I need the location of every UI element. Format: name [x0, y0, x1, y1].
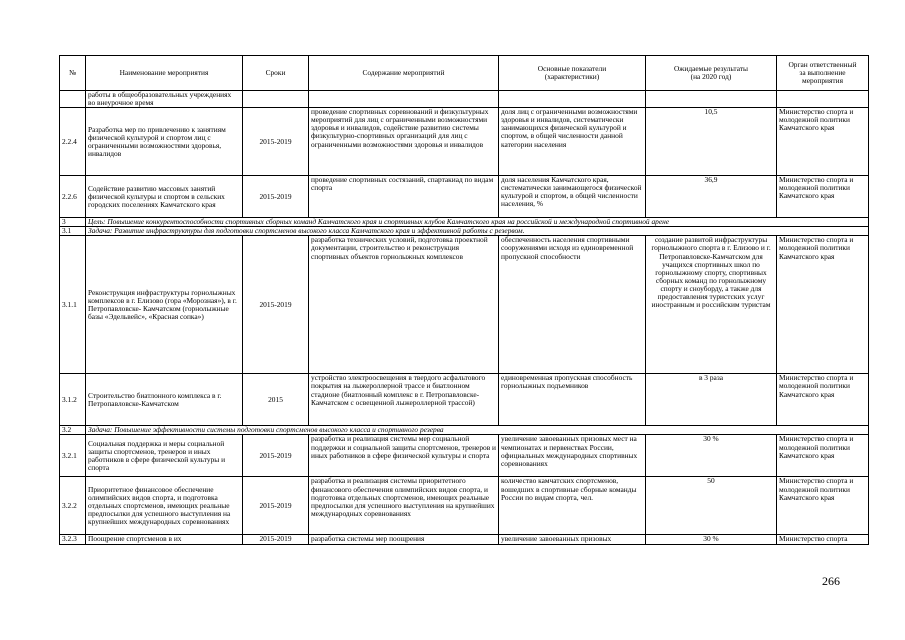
cell-number: 3.1.1 [60, 236, 86, 374]
cell-responsible-body: Министерство спорта и молодежной политики Камчатского края [777, 108, 869, 176]
cell-expected-result: 30 % [646, 535, 777, 545]
cell-content: разработка технических условий, подготовка проектной документации, строительство и реконструкция спортивных объектов горнолыжных комплексов [309, 236, 499, 374]
cell-terms [243, 91, 309, 108]
cell-terms: 2015-2019 [243, 176, 309, 218]
cell-measure-name: Поощрение спортсменов в их [86, 535, 243, 545]
cell-indicators: увеличение завоеванных призовых [499, 535, 646, 545]
table-row [60, 477, 869, 535]
section-row [60, 426, 869, 435]
header-number: № [60, 56, 86, 91]
cell-responsible-body: Министерство спорта и молодежной политики Камчатского края [777, 435, 869, 477]
section-row [60, 227, 869, 236]
section-row [60, 218, 869, 227]
cell-content: разработка и реализация системы мер социальной поддержки и социальной защиты спортсменов, тренеров и иных работников в сфере физической культуры и спорта [309, 435, 499, 477]
cell-measure-name: Реконструкция инфраструктуры горнолыжных комплексов в г. Елизово (гора «Морозная»), в г. Петропавловске- Камчатском (горнолыжные базы «Эдельвейс», «Красная сопка») [86, 236, 243, 374]
cell-expected-result: создание развитой инфраструктуры горнолыжного спорта в г. Елизово и г. Петропавловске-Камчатском для учащихся спортивных школ по горнолыжному спорту, спортивных сборных команд по горнолыжному спорту и сноуборду, а также для предоставления туристских услуг иностранным и российским туристам [646, 236, 777, 374]
cell-terms: 2015-2019 [243, 535, 309, 545]
table-row [60, 435, 869, 477]
cell-content: проведение спортивных состязаний, спартакиад по видам спорта [309, 176, 499, 218]
cell-number: 3.2.1 [60, 435, 86, 477]
cell-terms: 2015-2019 [243, 108, 309, 176]
cell-expected-result: в 3 раза [646, 374, 777, 426]
section-number: 3.2 [60, 426, 86, 435]
cell-expected-result: 36,9 [646, 176, 777, 218]
cell-terms: 2015-2019 [243, 477, 309, 535]
table-header-row [60, 56, 869, 91]
cell-measure-name: Разработка мер по привлечению к занятиям физической культурой и спортом лиц с ограниченными возможностями здоровья, инвалидов [86, 108, 243, 176]
cell-content [309, 91, 499, 108]
cell-indicators [499, 91, 646, 108]
cell-indicators: единовременная пропускная способность горнолыжных подъемников [499, 374, 646, 426]
table-row [60, 535, 869, 545]
cell-number: 3.2.3 [60, 535, 86, 545]
cell-indicators: доля населения Камчатского края, систематически занимающегося физической культурой и спортом, в общей численности населения, % [499, 176, 646, 218]
table-row [60, 236, 869, 374]
cell-measure-name: Приоритетное финансовое обеспечение олимпийских видов спорта, и подготовка отдельных спортсменов, имеющих реальные предпосылки для успешного выступления на крупнейших международных соревнованиях [86, 477, 243, 535]
header-expected-results: Ожидаемые результаты (на 2020 год) [646, 56, 777, 91]
cell-measure-name: Содействие развитию массовых занятий физической культуры и спортом в сельских городских поселениях Камчатского края [86, 176, 243, 218]
table-row [60, 374, 869, 426]
header-content: Содержание мероприятий [309, 56, 499, 91]
cell-number: 3.2.2 [60, 477, 86, 535]
section-number: 3.1 [60, 227, 86, 236]
page-number: 266 [822, 574, 840, 588]
cell-responsible-body: Министерство спорта и молодежной политики Камчатского края [777, 236, 869, 374]
cell-responsible-body: Министерство спорта и молодежной политики Камчатского края [777, 374, 869, 426]
cell-responsible-body: Министерство спорта и молодежной политики Камчатского края [777, 176, 869, 218]
section-text: Задача: Развитие инфраструктуры для подготовки спортсменов высокого класса Камчатского края и эффективной работы с резервом. [86, 227, 869, 236]
header-measure-name: Наименование мероприятия [86, 56, 243, 91]
cell-responsible-body [777, 91, 869, 108]
cell-measure-name: Социальная поддержка и меры социальной защиты спортсменов, тренеров и иных работников в сфере физической культуры и спорта [86, 435, 243, 477]
section-text: Задача: Повышение эффективности системы подготовки спортсменов высокого класса и спортивного резерва [86, 426, 869, 435]
cell-terms: 2015-2019 [243, 236, 309, 374]
cell-expected-result: 50 [646, 477, 777, 535]
measures-table [59, 55, 869, 545]
table-row [60, 91, 869, 108]
cell-number: 2.2.4 [60, 108, 86, 176]
cell-number [60, 91, 86, 108]
cell-indicators: увеличение завоеванных призовых мест на чемпионатах и первенствах России, официальных международных спортивных соревнованиях [499, 435, 646, 477]
cell-expected-result: 30 % [646, 435, 777, 477]
cell-terms: 2015 [243, 374, 309, 426]
cell-terms: 2015-2019 [243, 435, 309, 477]
cell-responsible-body: Министерство спорта и молодежной политики Камчатского края [777, 477, 869, 535]
header-indicators: Основные показатели (характеристики) [499, 56, 646, 91]
cell-content: разработка и реализация системы приоритетного финансового обеспечения олимпийских видов спорта, и подготовка отдельных спортсменов, имеющих реальные предпосылки для успешного выступления на крупнейших международных соревнованиях [309, 477, 499, 535]
cell-indicators: доля лиц с ограниченными возможностями здоровья и инвалидов, систематически занимающихся физической культурой и спортом, в общей численности данной категории населения [499, 108, 646, 176]
table-row [60, 176, 869, 218]
cell-content: разработка системы мер поощрения [309, 535, 499, 545]
cell-measure-name: работы в общеобразовательных учреждениях во внеурочное время [86, 91, 243, 108]
cell-measure-name: Строительство биатлонного комплекса в г. Петропавловске-Камчатском [86, 374, 243, 426]
table-row [60, 108, 869, 176]
cell-indicators: количество камчатских спортсменов, вошедших в спортивные сборные команды России по видам спорта, чел. [499, 477, 646, 535]
header-responsible-body: Орган ответственный за выполнение мероприятия [777, 56, 869, 91]
header-terms: Сроки [243, 56, 309, 91]
cell-indicators: обеспеченность населения спортивными сооружениями исходя из единовременной пропускной способности [499, 236, 646, 374]
cell-responsible-body: Министерство спорта [777, 535, 869, 545]
cell-content: проведение спортивных соревнований и физкультурных мероприятий для лиц с ограниченными возможностями здоровья и инвалидов, содействие развитию системы физкультурно-спортивных организаций для лиц с ограниченными возможностями здоровья и инвалидов [309, 108, 499, 176]
cell-content: устройство электроосвещения в твердого асфальтового покрытия на лыжероллерной трассе и биатлонном стадионе (биатлонный комплекс в г. Петропавловске-Камчатском с освещенной лыжероллерной трассой) [309, 374, 499, 426]
section-text: Цель: Повышение конкурентоспособности спортивных сборных команд Камчатского края и спортивных клубов Камчатского края на российской и международной спортивной арене [86, 218, 869, 227]
section-number: 3 [60, 218, 86, 227]
cell-number: 2.2.6 [60, 176, 86, 218]
cell-expected-result [646, 91, 777, 108]
table-body [60, 91, 869, 545]
cell-expected-result: 10,5 [646, 108, 777, 176]
cell-number: 3.1.2 [60, 374, 86, 426]
